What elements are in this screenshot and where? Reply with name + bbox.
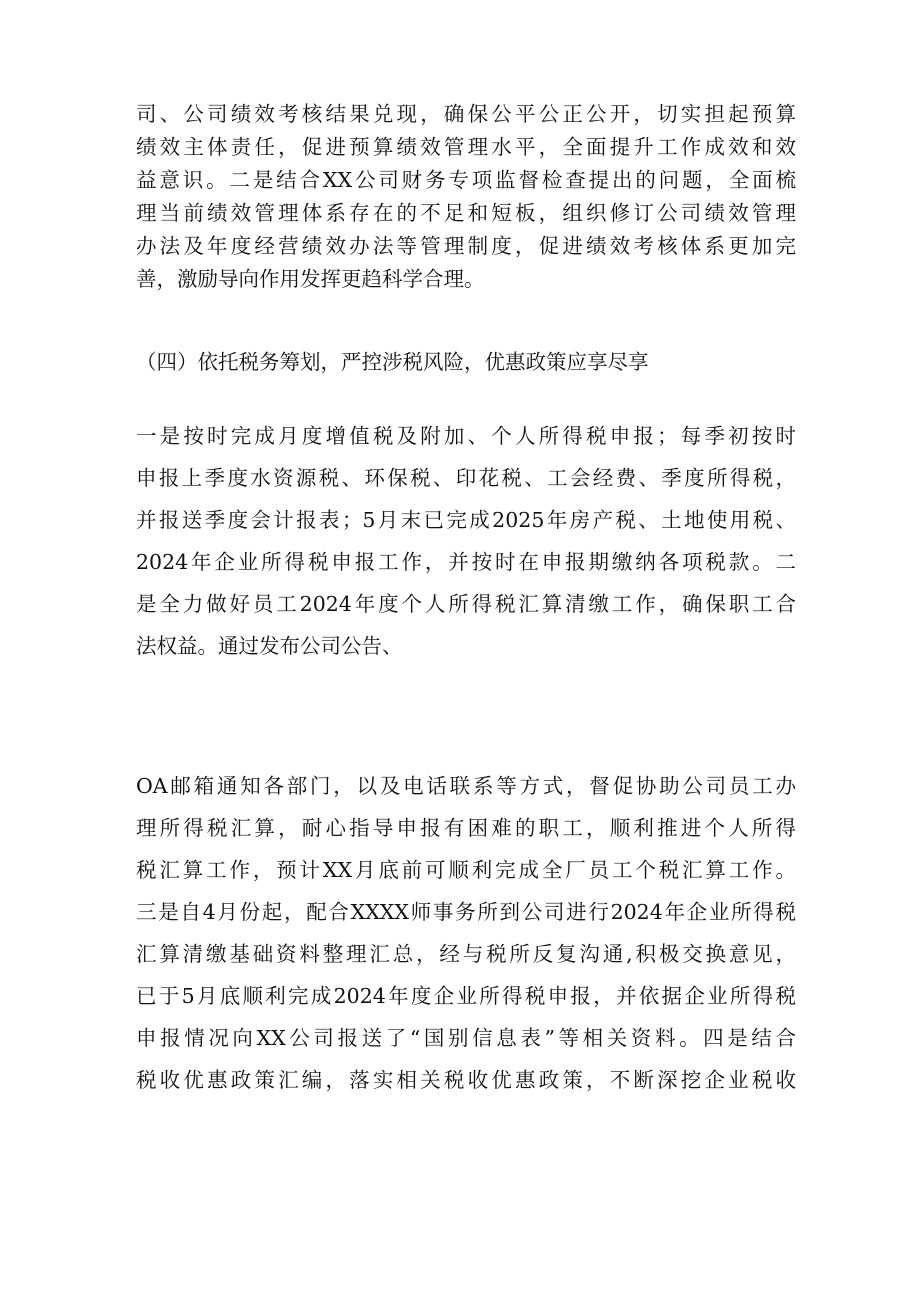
paragraph-performance-management <box>136 98 796 296</box>
text-line: 汇算清缴基础资料整理汇总，经与税所反复沟通,积极交换意见， <box>136 942 796 966</box>
text-line: 申报上季度水资源税、环保税、印花税、工会经费、季度所得税， <box>136 466 796 490</box>
section-heading <box>136 346 796 379</box>
text-line: 是全力做好员工2024年度个人所得税汇算清缴工作，确保职工合 <box>136 592 796 616</box>
text-line: 并报送季度会计报表；5月末已完成2025年房产税、土地使用税、 <box>136 508 796 532</box>
text-line: 办法及年度经营绩效办法等管理制度，促进绩效考核体系更加完 <box>136 234 796 258</box>
paragraph-tax-settlement <box>136 765 796 1101</box>
text-line: 税收优惠政策汇编，落实相关税收优惠政策，不断深挖企业税收 <box>136 1068 796 1092</box>
text-line: 善，激励导向作用发挥更趋科学合理。 <box>136 267 485 291</box>
text-line: 2024年企业所得税申报工作，并按时在申报期缴纳各项税款。二 <box>136 550 796 574</box>
section-heading-text: （四）依托税务筹划，严控涉税风险，优惠政策应享尽享 <box>136 350 649 374</box>
text-line: 理当前绩效管理体系存在的不足和短板，组织修订公司绩效管理 <box>136 201 796 225</box>
text-line: 一是按时完成月度增值税及附加、个人所得税申报；每季初按时 <box>136 424 796 448</box>
text-line: 三是自4月份起，配合XXXX师事务所到公司进行2024年企业所得税 <box>136 900 796 924</box>
text-line: 申报情况向XX公司报送了“国别信息表”等相关资料。四是结合 <box>136 1026 796 1050</box>
text-line: 税汇算工作，预计XX月底前可顺利完成全厂员工个税汇算工作。 <box>136 858 796 882</box>
text-line: 益意识。二是结合XX公司财务专项监督检查提出的问题，全面梳 <box>136 168 796 192</box>
text-line: 法权益。通过发布公司公告、 <box>136 634 403 658</box>
text-line: OA邮箱通知各部门，以及电话联系等方式，督促协助公司员工办 <box>136 774 796 798</box>
text-line: 司、公司绩效考核结果兑现，确保公平公正公开，切实担起预算 <box>136 102 796 126</box>
text-line: 绩效主体责任，促进预算绩效管理水平，全面提升工作成效和效 <box>136 135 796 159</box>
paragraph-tax-filing <box>136 415 796 667</box>
text-line: 已于5月底顺利完成2024年度企业所得税申报，并依据企业所得税 <box>136 984 796 1008</box>
text-line: 理所得税汇算，耐心指导申报有困难的职工，顺利推进个人所得 <box>136 816 796 840</box>
